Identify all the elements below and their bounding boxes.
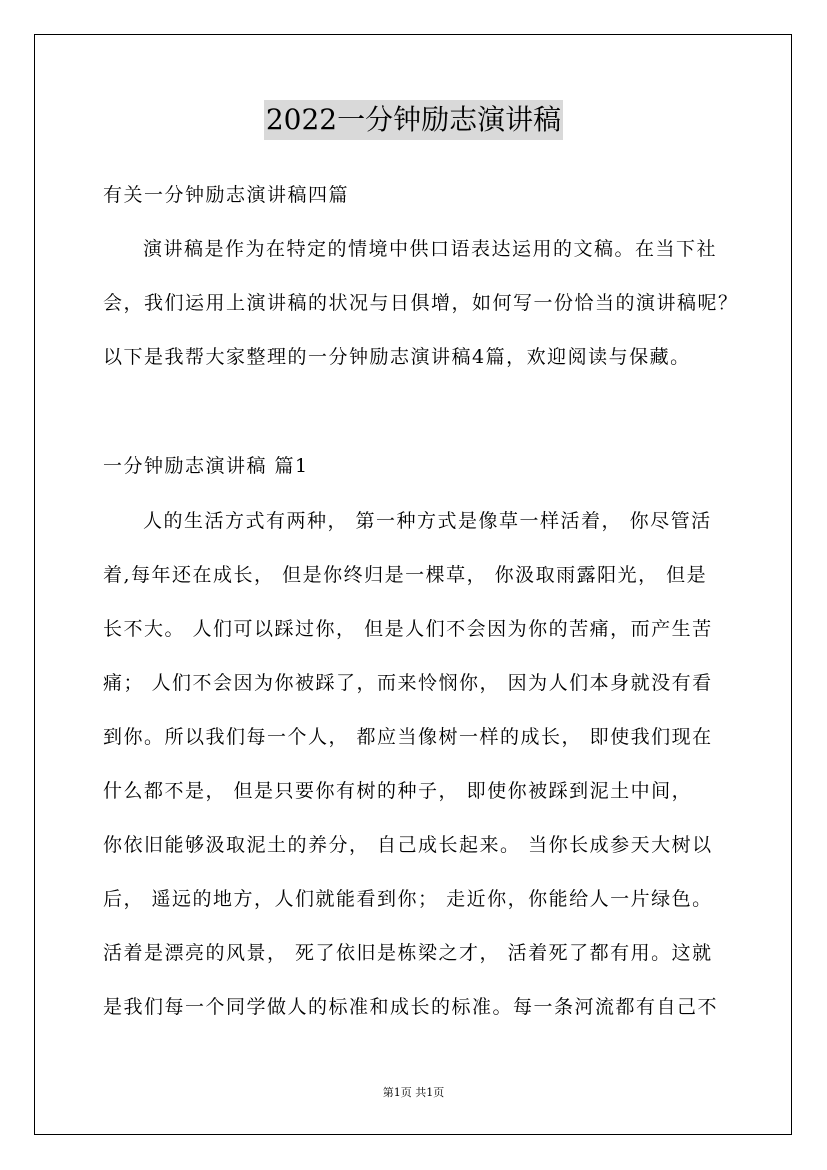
intro-line: 演讲稿是作为在特定的情境中供口语表达运用的文稿。在当下社 [143, 238, 718, 260]
body-line: 长不大。 人们可以踩过你， 但是人们不会因为你的苦痛，而产生苦 [103, 618, 713, 640]
document-title: 2022一分钟励志演讲稿 [264, 100, 563, 140]
body-line: 着,每年还在成长， 但是你终归是一棵草， 你汲取雨露阳光， 但是 [103, 564, 708, 586]
body-line: 后， 遥远的地方，人们就能看到你； 走近你，你能给人一片绿色。 [103, 888, 713, 910]
page-footer: 第1页 共1页 [382, 1086, 445, 1099]
body-line: 什么都不是， 但是只要你有树的种子， 即使你被踩到泥土中间， [103, 780, 693, 802]
body-line: 到你。所以我们每一个人， 都应当像树一样的成长， 即使我们现在 [103, 726, 713, 748]
intro-line: 会，我们运用上演讲稿的状况与日俱增，如何写一份恰当的演讲稿呢？ [103, 292, 739, 314]
body-line: 人的生活方式有两种， 第一种方式是像草一样活着， 你尽管活 [143, 510, 712, 532]
document-subtitle: 有关一分钟励志演讲稿四篇 [103, 184, 350, 206]
intro-line: 以下是我帮大家整理的一分钟励志演讲稿4篇，欢迎阅读与保藏。 [103, 346, 691, 368]
body-line: 你依旧能够汲取泥土的养分， 自己成长起来。 当你长成参天大树以 [103, 834, 713, 856]
section-heading: 一分钟励志演讲稿 篇1 [103, 455, 309, 477]
body-line: 痛； 人们不会因为你被踩了，而来怜悯你， 因为人们本身就没有看 [103, 672, 713, 694]
title-container [0, 100, 827, 140]
body-line: 活着是漂亮的风景， 死了依旧是栋梁之才， 活着死了都有用。这就 [103, 942, 713, 964]
body-line: 是我们每一个同学做人的标准和成长的标准。每一条河流都有自己不 [103, 996, 719, 1018]
